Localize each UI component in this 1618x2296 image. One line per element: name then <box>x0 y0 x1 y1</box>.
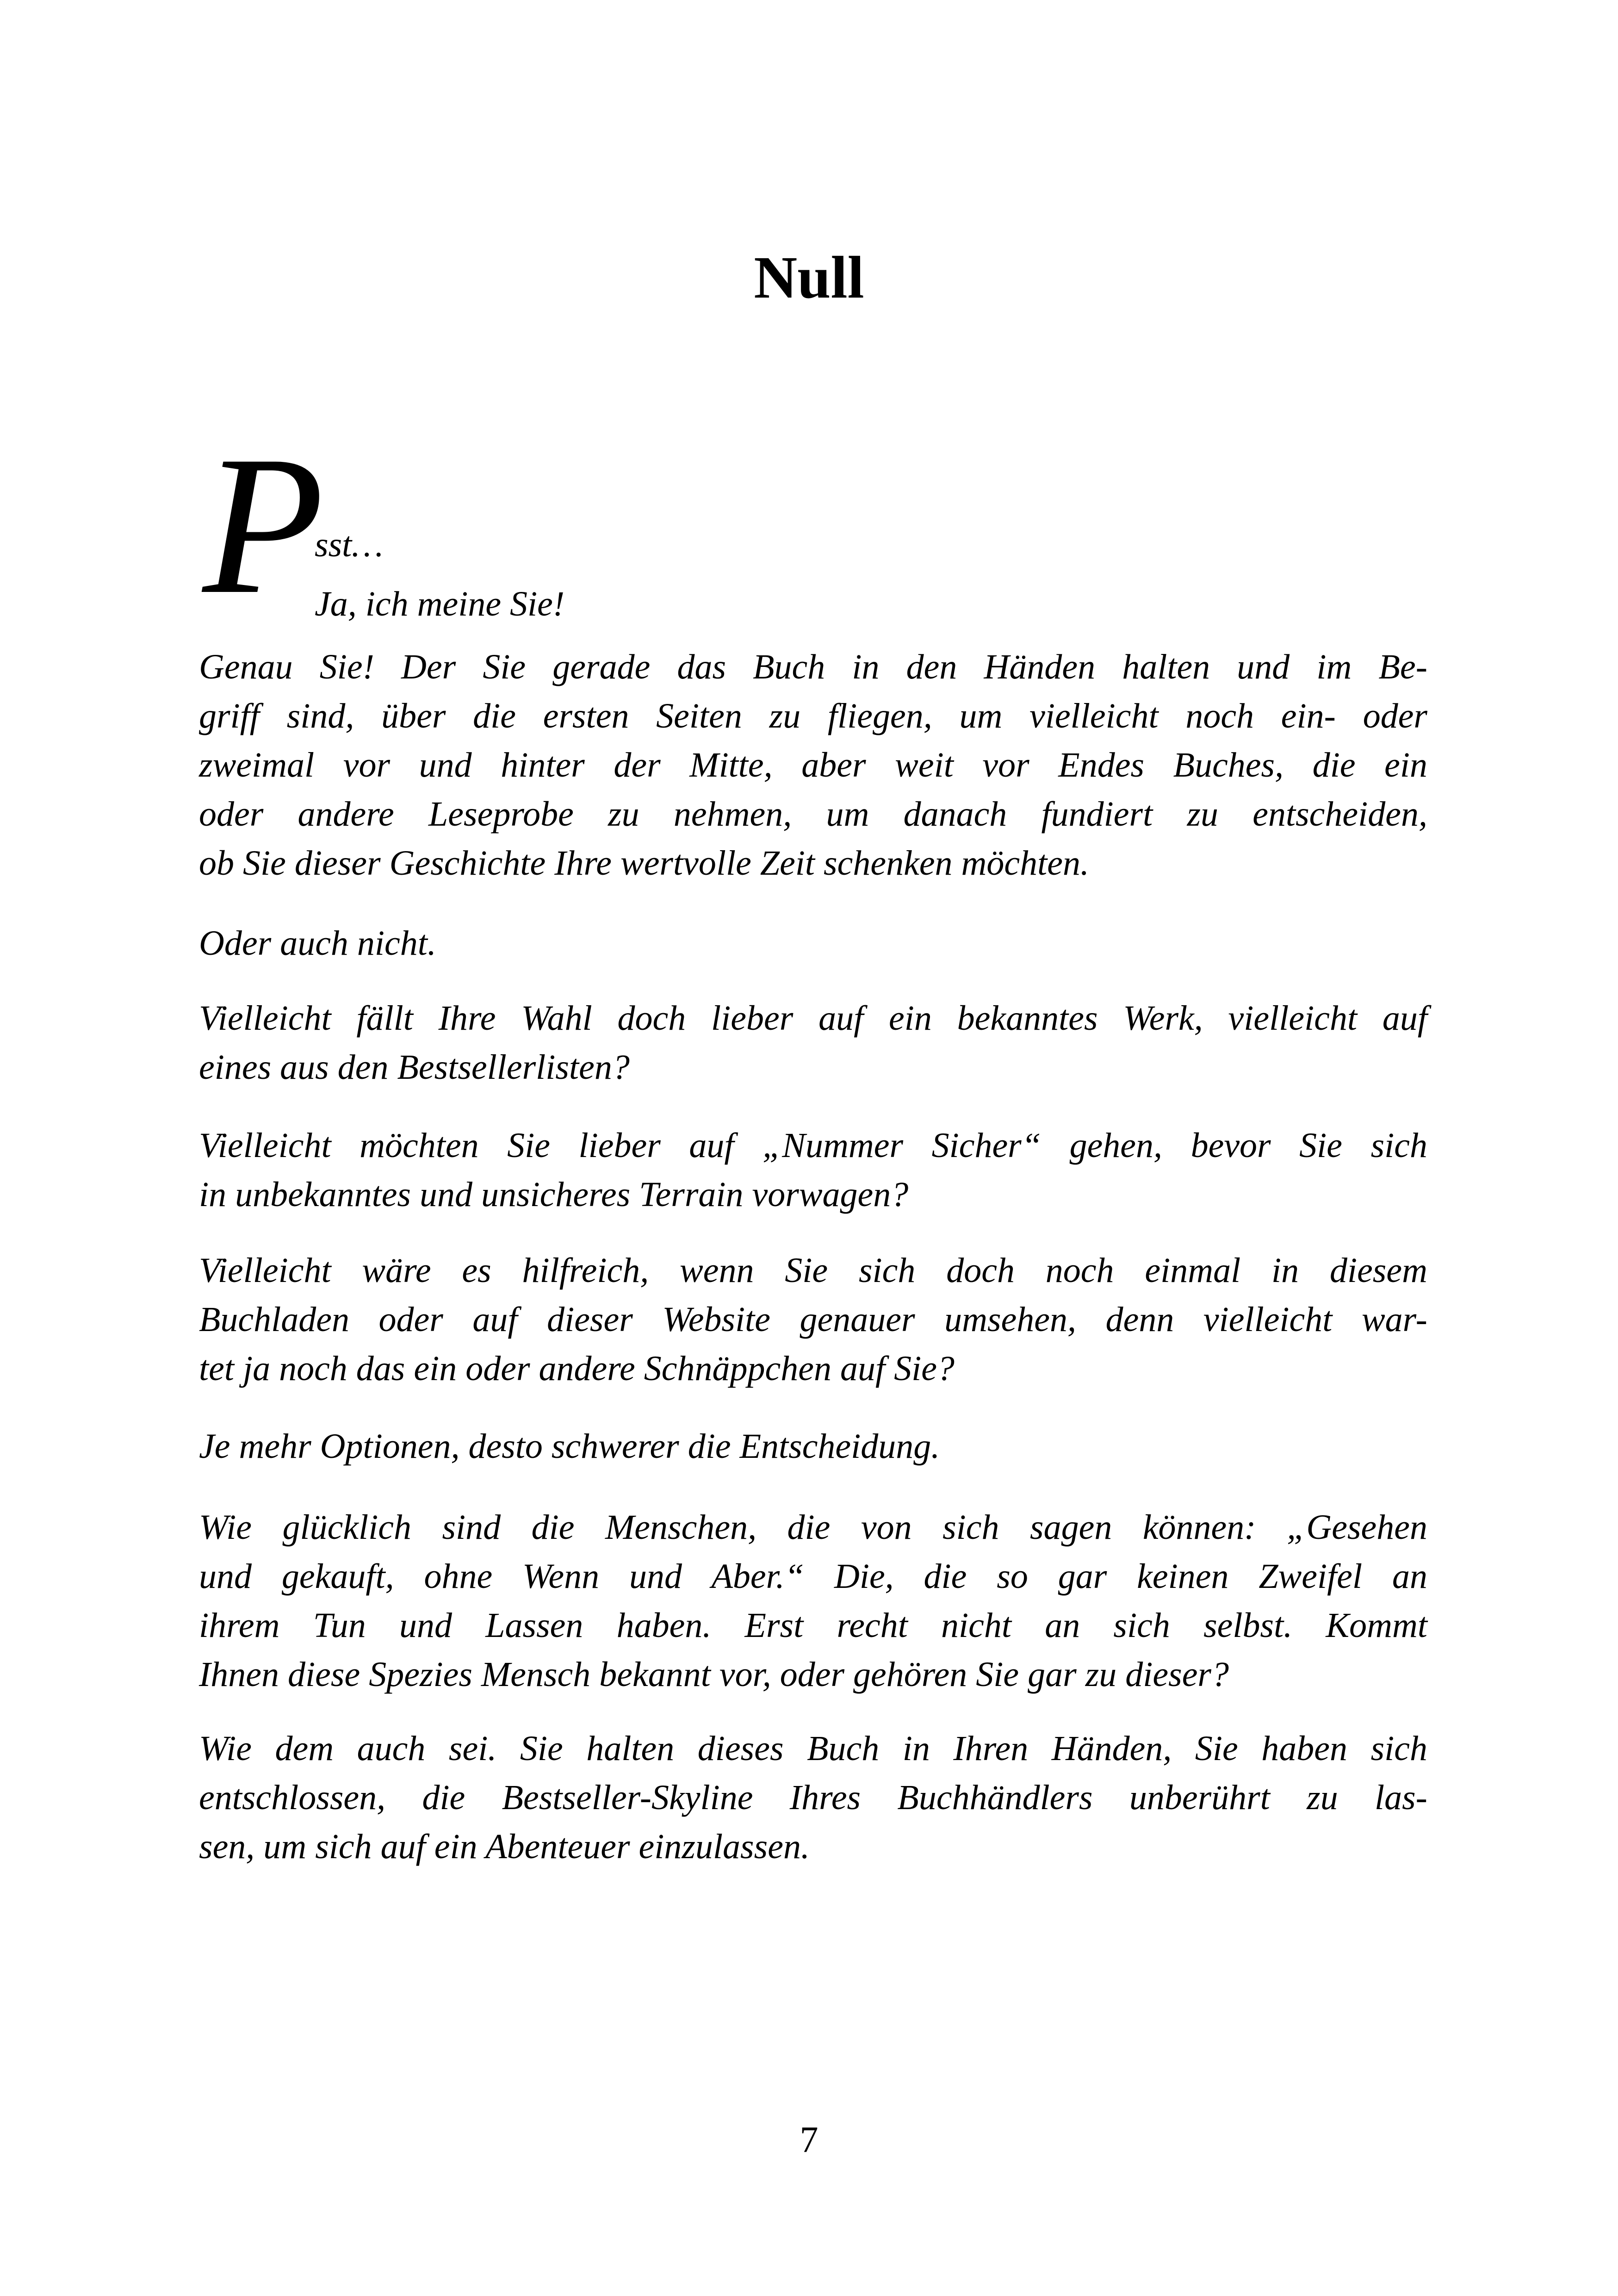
text-line: griff sind, über die ersten Seiten zu fliegen, um vielleicht noch ein- oder <box>199 697 1427 735</box>
text-line: Oder auch nicht. <box>199 924 436 963</box>
text-line: ob Sie dieser Geschichte Ihre wertvolle Zeit schenken möchten. <box>199 844 1090 883</box>
text-line: ihrem Tun und Lassen haben. Erst recht nicht an sich selbst. Kommt <box>199 1606 1427 1645</box>
text-line: Wie glücklich sind die Menschen, die von sich sagen können: „Gesehen <box>199 1508 1427 1547</box>
paragraph <box>199 1246 1427 1393</box>
opener-line-2: Ja, ich meine Sie! <box>315 585 565 623</box>
text-line: Wie dem auch sei. Sie halten dieses Buch in Ihren Händen, Sie haben sich <box>199 1729 1427 1768</box>
drop-cap-letter: P <box>203 415 324 635</box>
chapter-title: Null <box>754 244 864 311</box>
text-line: Buchladen oder auf dieser Website genauer umsehen, denn vielleicht war- <box>199 1300 1427 1339</box>
text-line: Vielleicht fällt Ihre Wahl doch lieber auf ein bekanntes Werk, vielleicht auf <box>199 999 1427 1038</box>
paragraph <box>199 919 1427 968</box>
text-line: in unbekanntes und unsicheres Terrain vorwagen? <box>199 1175 909 1214</box>
paragraph <box>199 1724 1427 1871</box>
text-line: und gekauft, ohne Wenn und Aber.“ Die, die so gar keinen Zweifel an <box>199 1557 1427 1596</box>
paragraph <box>199 642 1427 888</box>
paragraph <box>199 1422 1427 1471</box>
text-line: Ihnen diese Spezies Mensch bekannt vor, oder gehören Sie gar zu dieser? <box>199 1655 1229 1694</box>
text-line: oder andere Leseprobe zu nehmen, um danach fundiert zu entscheiden, <box>199 795 1427 834</box>
text-line: Vielleicht wäre es hilfreich, wenn Sie sich doch noch einmal in diesem <box>199 1251 1427 1290</box>
text-line: entschlossen, die Bestseller-Skyline Ihres Buchhändlers unberührt zu las- <box>199 1778 1427 1817</box>
text-line: Genau Sie! Der Sie gerade das Buch in den Händen halten und im Be- <box>199 647 1427 686</box>
text-line: Je mehr Optionen, desto schwerer die Entscheidung. <box>199 1427 940 1466</box>
paragraph <box>199 1503 1427 1699</box>
paragraph <box>199 994 1427 1092</box>
text-line: eines aus den Bestsellerlisten? <box>199 1048 630 1087</box>
text-line: sen, um sich auf ein Abenteuer einzulassen. <box>199 1827 810 1866</box>
page-number: 7 <box>800 2120 818 2160</box>
text-line: tet ja noch das ein oder andere Schnäppchen auf Sie? <box>199 1349 955 1388</box>
paragraph <box>199 1121 1427 1219</box>
opener-line-1: sst… <box>315 525 383 564</box>
text-line: Vielleicht möchten Sie lieber auf „Nummer Sicher“ gehen, bevor Sie sich <box>199 1126 1427 1165</box>
text-line: zweimal vor und hinter der Mitte, aber weit vor Endes Buches, die ein <box>199 746 1427 784</box>
